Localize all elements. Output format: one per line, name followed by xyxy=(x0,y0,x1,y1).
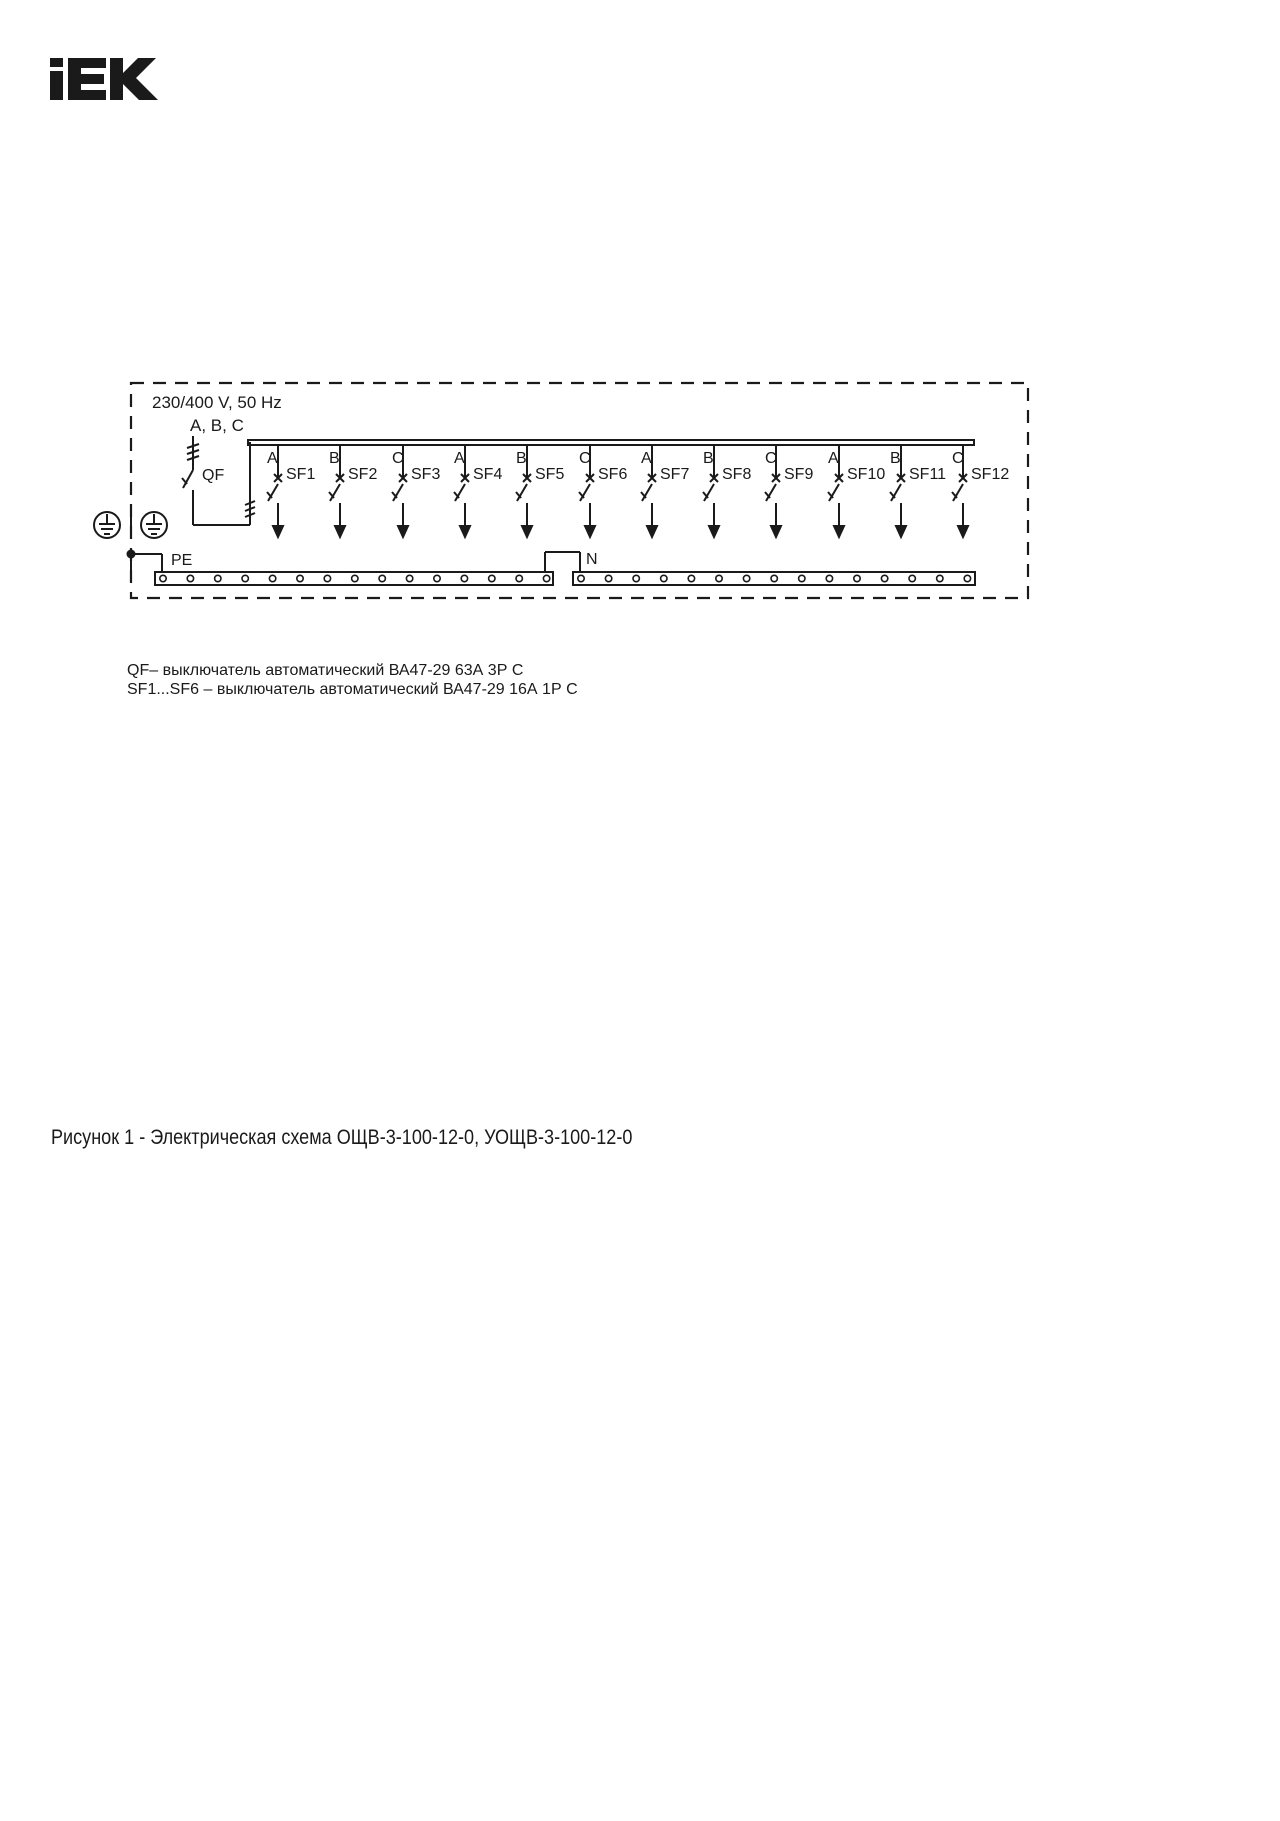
breaker-id-label: SF2 xyxy=(348,466,378,483)
breaker-phase-label: A xyxy=(828,450,839,467)
legend-line-qf: QF– выключатель автоматический ВА47-29 63А 3Р С xyxy=(127,662,524,679)
terminal-hole xyxy=(543,575,549,581)
terminal-hole xyxy=(489,575,495,581)
terminal-hole xyxy=(352,575,358,581)
terminal-hole xyxy=(242,575,248,581)
breaker-phase-label: C xyxy=(765,450,777,467)
breaker-id-label: SF9 xyxy=(784,466,814,483)
terminal-hole xyxy=(881,575,887,581)
terminal-hole xyxy=(661,575,667,581)
terminal-hole xyxy=(771,575,777,581)
breaker-id-label: SF4 xyxy=(473,466,503,483)
terminal-hole xyxy=(743,575,749,581)
terminal-hole xyxy=(688,575,694,581)
breaker-id-label: SF11 xyxy=(909,466,947,483)
terminal-hole xyxy=(379,575,385,581)
breaker-id-label: SF12 xyxy=(971,466,1010,483)
qf-label: QF xyxy=(202,467,225,484)
terminal-hole xyxy=(461,575,467,581)
breaker-phase-label: C xyxy=(392,450,404,467)
breaker-phase-label: C xyxy=(579,450,591,467)
pe-busbar xyxy=(155,572,553,585)
breaker-id-label: SF10 xyxy=(847,466,886,483)
terminal-hole xyxy=(605,575,611,581)
terminal-hole xyxy=(799,575,805,581)
n-label: N xyxy=(586,551,598,568)
breaker-id-label: SF5 xyxy=(535,466,565,483)
breaker-phase-label: B xyxy=(703,450,714,467)
breaker-id-label: SF6 xyxy=(598,466,628,483)
terminal-hole xyxy=(716,575,722,581)
terminal-hole xyxy=(297,575,303,581)
pe-connection xyxy=(131,554,162,572)
terminal-hole xyxy=(909,575,915,581)
breaker-phase-label: A xyxy=(641,450,652,467)
breaker-phase-label: A xyxy=(454,450,465,467)
supply-label: 230/400 V, 50 Hz xyxy=(152,393,282,412)
terminal-hole xyxy=(215,575,221,581)
terminal-hole xyxy=(578,575,584,581)
breaker-id-label: SF7 xyxy=(660,466,690,483)
terminal-hole xyxy=(964,575,970,581)
terminal-hole xyxy=(269,575,275,581)
terminal-hole xyxy=(516,575,522,581)
phases-label: A, B, C xyxy=(190,416,244,435)
main-busbar xyxy=(248,440,974,445)
ground-symbol-left xyxy=(94,512,120,538)
pe-label: PE xyxy=(171,552,193,569)
terminal-hole xyxy=(633,575,639,581)
breaker-phase-label: B xyxy=(890,450,901,467)
figure-caption: Рисунок 1 - Электрическая схема ОЩВ-3-100-12-0, УОЩВ-3-100-12-0 xyxy=(51,1126,633,1149)
breaker-phase-label: A xyxy=(267,450,278,467)
breaker-id-label: SF1 xyxy=(286,466,316,483)
breaker-phase-label: C xyxy=(952,450,964,467)
terminal-hole xyxy=(854,575,860,581)
terminal-hole xyxy=(187,575,193,581)
breaker-phase-label: B xyxy=(516,450,527,467)
n-busbar xyxy=(573,572,975,585)
electrical-schematic xyxy=(0,0,1280,640)
terminal-hole xyxy=(324,575,330,581)
legend xyxy=(127,661,578,699)
n-link xyxy=(545,552,580,572)
legend-line-sf: SF1...SF6 – выключатель автоматический ВА47-29 16А 1Р С xyxy=(127,681,578,698)
breaker-id-label: SF3 xyxy=(411,466,441,483)
ground-symbol-right xyxy=(141,512,167,538)
breaker-id-label: SF8 xyxy=(722,466,752,483)
pe-dot xyxy=(127,550,136,559)
breaker-phase-label: B xyxy=(329,450,340,467)
terminal-hole xyxy=(406,575,412,581)
terminal-hole xyxy=(434,575,440,581)
terminal-hole xyxy=(826,575,832,581)
terminal-hole xyxy=(160,575,166,581)
terminal-hole xyxy=(937,575,943,581)
